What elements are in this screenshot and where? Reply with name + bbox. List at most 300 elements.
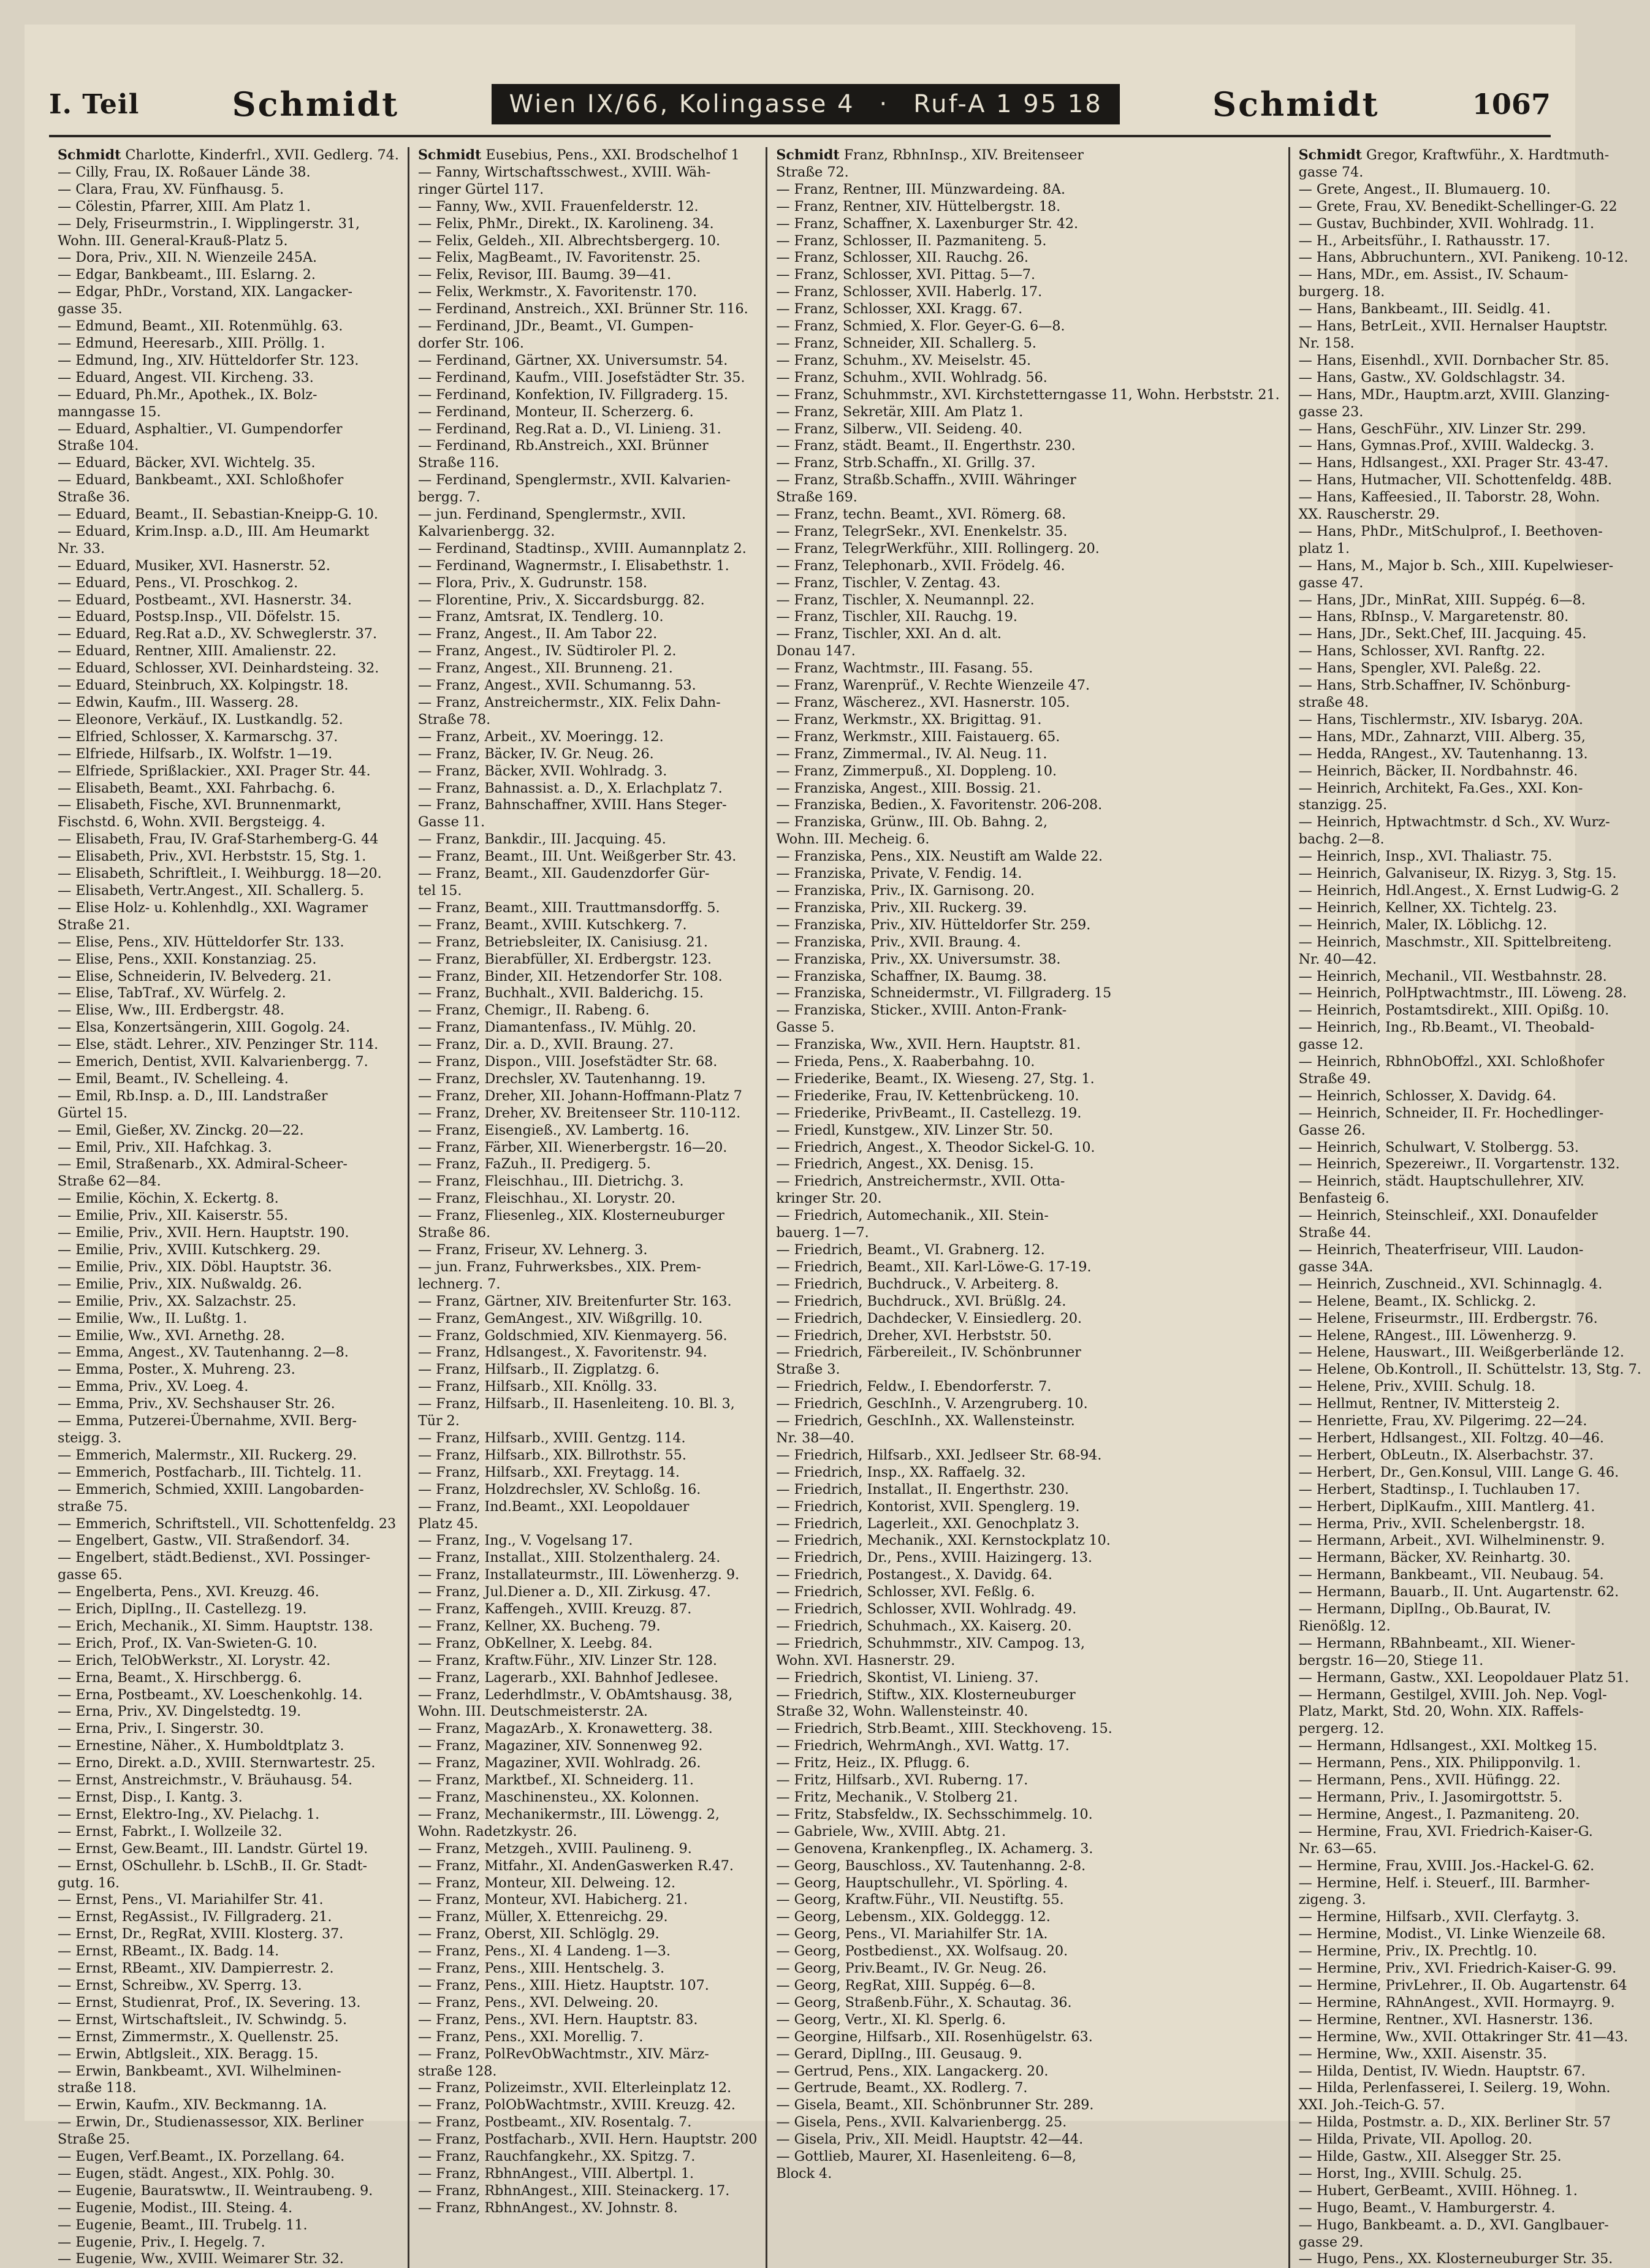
directory-entry: — Heinrich, Insp., XVI. Thaliastr. 75.	[1298, 848, 1553, 865]
directory-entry: Straße 49.	[1298, 1070, 1371, 1087]
directory-page	[25, 25, 1641, 2267]
directory-entry: — Georg, Bauschloss., XV. Tautenhanng. 2-8.	[776, 1857, 1086, 1874]
directory-entry: — Franz, Schlosser, XII. Rauchg. 26.	[776, 249, 1028, 266]
directory-entry: — Franz, TelegrSekr., XVI. Enenkelstr. 35.	[776, 523, 1068, 539]
directory-entry: — Franz, Diamantenfass., IV. Mühlg. 20.	[417, 1019, 696, 1036]
directory-entry: — Hilda, Private, VII. Apollog. 20.	[1298, 2131, 1532, 2148]
directory-entry: — Herbert, DiplKaufm., XIII. Mantlerg. 41.	[1298, 1498, 1595, 1515]
directory-entry: — Franz, Installat., XIII. Stolzenthalerg. 24.	[417, 1550, 721, 1566]
directory-entry: — Franz, Angest., IV. Südtiroler Pl. 2.	[417, 643, 677, 660]
directory-entry: — Hermann, RBahnbeamt., XII. Wiener-	[1298, 1635, 1576, 1651]
directory-entry: — Heinrich, PolHptwachtmstr., III. Löweng. 28.	[1298, 985, 1627, 1002]
directory-entry: — Eduard, Angest. VII. Kircheng. 33.	[58, 369, 314, 386]
directory-entry: — Franz, Magaziner, XVII. Wohlradg. 26.	[417, 1755, 701, 1771]
directory-entry: — Franz, Tischler, XXI. An d. alt.	[776, 626, 1002, 642]
directory-entry: gasse 34A.	[1298, 1258, 1374, 1275]
directory-entry: — Franz, Anstreichermstr., XIX. Felix Dahn-	[417, 694, 721, 710]
directory-entry: — Hans, Strb.Schaffner, IV. Schönburg-	[1298, 677, 1571, 694]
directory-entry: — Dora, Priv., XII. N. Wienzeile 245A.	[58, 249, 317, 266]
directory-entry: Nr. 38—40.	[776, 1429, 854, 1446]
directory-entry: — Friedrich, Schuhmach., XX. Kaiserg. 20.	[776, 1618, 1072, 1634]
directory-entry: — Hermine, Priv., IX. Prechtlg. 10.	[1298, 1943, 1537, 1960]
directory-entry: — Franz, Schlosser, II. Pazmaniteng. 5.	[776, 232, 1047, 249]
directory-entry: — Hermine, PrivLehrer., II. Ob. Augartenstr. 64	[1298, 1977, 1627, 1993]
directory-entry: — Franz, Schlosser, XVII. Haberlg. 17.	[776, 284, 1043, 300]
directory-entry: — Hermann, Gastw., XXI. Leopoldauer Platz 51.	[1298, 1669, 1629, 1686]
directory-entry: — Helene, Ob.Kontroll., II. Schüttelstr. 13, Stg. 7.	[1298, 1361, 1641, 1378]
directory-entry: — Ernst, Studienrat, Prof., IX. Severing. 13.	[58, 1994, 361, 2011]
directory-entry: straße 48.	[1298, 694, 1369, 710]
directory-entry: — Emmerich, Postfacharb., III. Tichtelg. 11.	[58, 1464, 362, 1480]
directory-entry: — Hubert, GerBeamt., XVIII. Höhneg. 1.	[1298, 2182, 1578, 2199]
directory-entry: — Emma, Priv., XV. Loeg. 4.	[58, 1379, 249, 1395]
directory-entry: — Franz, Arbeit., XV. Moeringg. 12.	[417, 728, 664, 745]
directory-entry: — Franz, Hilfsarb., XII. Knöllg. 33.	[417, 1379, 658, 1395]
directory-entry: — Friedrich, Anstreichermstr., XVII. Otta-	[776, 1173, 1065, 1190]
directory-entry: — Elisabeth, Fische, XVI. Brunnenmarkt,	[58, 797, 341, 813]
directory-entry: — Friedrich, GeschInh., XX. Wallensteinstr.	[776, 1413, 1075, 1429]
directory-entry: — Ferdinand, JDr., Beamt., VI. Gumpen-	[417, 318, 694, 335]
directory-entry: — Hans, Tischlermstr., XIV. Isbaryg. 20A.	[1298, 711, 1583, 728]
directory-entry: — Heinrich, Mechanil., VII. Westbahnstr. 28.	[1298, 968, 1607, 984]
directory-entry: — Emilie, Priv., XX. Salzachstr. 25.	[58, 1293, 297, 1309]
directory-entry: — Ernst, Elektro-Ing., XV. Pielachg. 1.	[58, 1806, 320, 1822]
directory-entry: — Hilda, Perlenfasserei, I. Seilerg. 19, Wohn.	[1298, 2080, 1611, 2096]
directory-entry: — Erwin, Bankbeamt., XVI. Wilhelminen-	[58, 2063, 341, 2079]
directory-entry: — Gabriele, Ww., XVIII. Abtg. 21.	[776, 1823, 1006, 1840]
directory-entry: — Franz, Metzgeh., XVIII. Paulineng. 9.	[417, 1840, 692, 1857]
publisher-phone: Ruf-A 1 95 18	[913, 90, 1103, 118]
directory-entry: — Friedrich, Buchdruck., XVI. Brüßlg. 24.	[776, 1293, 1066, 1309]
directory-entry: — Franz, Hilfsarb., XXI. Freytagg. 14.	[417, 1464, 680, 1480]
directory-entry: — Hugo, Beamt., V. Hamburgerstr. 4.	[1298, 2199, 1556, 2216]
directory-entry: — Ferdinand, Monteur, II. Scherzerg. 6.	[417, 403, 694, 420]
directory-entry: — Ernst, Anstreichmstr., V. Bräuhausg. 54.	[58, 1772, 353, 1789]
directory-entry: — Eduard, Asphaltier., VI. Gumpendorfer	[58, 420, 343, 437]
directory-entry: — Franz, Dreher, XV. Breitenseer Str. 110-112.	[417, 1105, 741, 1121]
directory-entry: — Hermine, Angest., I. Pazmaniteng. 20.	[1298, 1806, 1580, 1822]
directory-entry: — Elfriede, Hilfsarb., IX. Wolfstr. 1—19.	[58, 745, 333, 762]
directory-entry: — Hermine, Modist., VI. Linke Wienzeile 68.	[1298, 1926, 1606, 1943]
directory-entry: — Franz, Dispon., VIII. Josefstädter Str. 68.	[417, 1054, 718, 1070]
directory-entry: — Franz, Beamt., XII. Gaudenzdorfer Gür-	[417, 866, 710, 882]
directory-entry: — Elisabeth, Frau, IV. Graf-Starhemberg-G. 44	[58, 831, 379, 848]
directory-entry: Straße 116.	[417, 455, 500, 471]
directory-entry: — Ernst, RBeamt., IX. Badg. 14.	[58, 1943, 279, 1960]
directory-entry: — Franz, Schaffner, X. Laxenburger Str. 42.	[776, 215, 1079, 232]
directory-entry: — Emilie, Priv., XVIII. Kutschkerg. 29.	[58, 1242, 321, 1258]
directory-entry: Straße 21.	[58, 916, 131, 933]
directory-entry: — Georg, Vertr., XI. Kl. Sperlg. 6.	[776, 2011, 1006, 2028]
directory-entry: — Friedrich, Färbereileit., IV. Schönbrunner	[776, 1344, 1081, 1361]
directory-entry: — Franz, Wachtmstr., III. Fasang. 55.	[776, 660, 1033, 677]
directory-entry: — Franz, Postfacharb., XVII. Hern. Hauptstr. 200	[417, 2131, 758, 2148]
directory-entry: — Hugo, Pens., XX. Klosterneuburger Str. 35.	[1298, 2251, 1613, 2267]
directory-entry: — Heinrich, Schulwart, V. Stolbergg. 53.	[1298, 1139, 1579, 1155]
directory-entry: Schmidt Franz, RbhnInsp., XIV. Breitenseer	[776, 147, 1084, 163]
directory-entry: Straße 3.	[776, 1361, 840, 1378]
directory-entry: — Franz, Schuhm., XVII. Wohlradg. 56.	[776, 369, 1047, 386]
directory-entry: — Herbert, Stadtinsp., I. Tuchlauben 17.	[1298, 1481, 1580, 1497]
directory-entry: gutg. 16.	[58, 1874, 120, 1891]
directory-entry: — Eleonore, Verkäuf., IX. Lustkandlg. 52.	[58, 711, 343, 728]
directory-entry: — Ferdinand, Stadtinsp., XVIII. Aumannplatz 2.	[417, 540, 747, 557]
directory-entry: Schmidt Eusebius, Pens., XXI. Brodschelhof 1	[417, 147, 740, 163]
directory-entry: — Franz, Tischler, V. Zentag. 43.	[776, 574, 1001, 591]
directory-entry: — Franz, Installateurmstr., III. Löwenherzg. 9.	[417, 1567, 740, 1583]
directory-entry: — Felix, MagBeamt., IV. Favoritenstr. 25.	[417, 249, 701, 266]
directory-entry: — Franz, Angest., XII. Brunneng. 21.	[417, 660, 673, 677]
directory-entry: — Georg, Priv.Beamt., IV. Gr. Neug. 26.	[776, 1960, 1047, 1977]
directory-entry: — Erich, DiplIng., II. Castellezg. 19.	[58, 1601, 307, 1618]
directory-entry: — Franz, Silberw., VII. Seideng. 40.	[776, 420, 1023, 437]
directory-entry: — Franz, Bäcker, IV. Gr. Neug. 26.	[417, 745, 654, 762]
directory-entry: — Franziska, Angest., XIII. Bossig. 21.	[776, 780, 1041, 796]
directory-entry: — Franz, Ind.Beamt., XXI. Leopoldauer	[417, 1498, 690, 1515]
directory-entry: — Erwin, Dr., Studienassessor, XIX. Berliner	[58, 2114, 364, 2131]
directory-entry: — Hermine, Rentner., XVI. Hasnerstr. 136.	[1298, 2011, 1594, 2028]
directory-entry: — Hermann, Priv., I. Jasomirgottstr. 5.	[1298, 1789, 1563, 1805]
directory-entry: — Emmerich, Malermstr., XII. Ruckerg. 29.	[58, 1447, 357, 1463]
directory-entry: — Horst, Ing., XVIII. Schulg. 25.	[1298, 2165, 1523, 2182]
directory-entry: — Franz, städt. Beamt., II. Engerthstr. 230.	[776, 438, 1076, 454]
directory-entry: — Eugen, Verf.Beamt., IX. Porzellang. 64.	[58, 2148, 345, 2165]
directory-entry: — Dely, Friseurmstrin., I. Wipplingerstr. 31,	[58, 215, 360, 232]
directory-entry: — Genovena, Krankenpfleg., IX. Achamerg. 3.	[776, 1840, 1093, 1857]
directory-entry: — Franz, Pens., XVI. Delweing. 20.	[417, 1994, 659, 2011]
directory-entry: — Franz, RbhnAngest., XV. Johnstr. 8.	[417, 2199, 678, 2216]
column-3	[767, 147, 1290, 2268]
directory-entry: — Franziska, Ww., XVII. Hern. Hauptstr. 81.	[776, 1037, 1081, 1053]
directory-entry: — Emil, Rb.Insp. a. D., III. Landstraßer	[58, 1087, 328, 1104]
directory-entry: — Franz, Müller, X. Ettenreichg. 29.	[417, 1909, 668, 1925]
directory-entry: — Hermann, Bankbeamt., VII. Neubaug. 54.	[1298, 1567, 1604, 1583]
directory-entry: — Fritz, Stabsfeldw., IX. Sechsschimmelg. 10.	[776, 1806, 1093, 1822]
directory-entry: — Herbert, ObLeutn., IX. Alserbachstr. 37.	[1298, 1447, 1594, 1463]
directory-entry: — Emma, Angest., XV. Tautenhanng. 2—8.	[58, 1344, 349, 1361]
directory-entry: — Eduard, Reg.Rat a.D., XV. Schweglerstr. 37.	[58, 626, 377, 642]
directory-entry: bauerg. 1—7.	[776, 1225, 869, 1241]
directory-entry: — Felix, Geldeh., XII. Albrechtsbergerg. 10.	[417, 232, 721, 249]
directory-entry: — Ferdinand, Kaufm., VIII. Josefstädter Str. 35.	[417, 369, 745, 386]
directory-entry: Gasse 11.	[417, 814, 485, 831]
directory-entry: — Franz, Monteur, XVI. Habicherg. 21.	[417, 1892, 688, 1908]
directory-entry: — Emmerich, Schmied, XXIII. Langobarden-	[58, 1481, 364, 1497]
directory-entry: — Eduard, Musiker, XVI. Hasnerstr. 52.	[58, 557, 330, 574]
directory-entry: — Heinrich, städt. Hauptschullehrer, XIV.	[1298, 1173, 1584, 1190]
directory-entry: — Erna, Beamt., X. Hirschbergg. 6.	[58, 1669, 302, 1686]
directory-entry: — Franz, TelegrWerkführ., XIII. Rollingerg. 20.	[776, 540, 1100, 557]
directory-entry: — Erich, TelObWerkstr., XI. Lorystr. 42.	[58, 1652, 331, 1669]
directory-entry: — Franz, MagazArb., X. Kronawetterg. 38.	[417, 1721, 713, 1737]
directory-entry: — Franz, Dreher, XII. Johann-Hoffmann-Platz 7	[417, 1087, 742, 1104]
directory-entry: — Eduard, Schlosser, XVI. Deinhardsteing. 32.	[58, 660, 379, 677]
publisher-banner	[492, 84, 1119, 124]
directory-entry: — Heinrich, RbhnObOffzl., XXI. Schloßhofer	[1298, 1054, 1605, 1070]
directory-entry: Straße 62—84.	[58, 1173, 161, 1190]
directory-entry: — Franz, Bahnassist. a. D., X. Erlachplatz 7.	[417, 780, 723, 796]
directory-entry: — Hermine, RAhnAngest., XVII. Hormayrg. 9.	[1298, 1994, 1615, 2011]
directory-entry: — Franz, Pens., XI. 4 Landeng. 1—3.	[417, 1943, 671, 1960]
directory-entry: — Franziska, Priv., XII. Ruckerg. 39.	[776, 899, 1027, 916]
directory-entry: — Emmerich, Schriftstell., VII. Schottenfeldg. 23	[58, 1515, 397, 1532]
page-header	[49, 74, 1551, 137]
directory-entry: — Franz, Beamt., XIII. Trauttmansdorffg. 5.	[417, 899, 720, 916]
directory-entry: gasse 23.	[1298, 403, 1364, 420]
directory-entry: — Eduard, Beamt., II. Sebastian-Kneipp-G. 10.	[58, 506, 378, 523]
directory-entry: — Franz, techn. Beamt., XVI. Römerg. 68.	[776, 506, 1066, 523]
directory-entry: — Franz, Betriebsleiter, IX. Canisiusg. 21.	[417, 934, 708, 950]
directory-entry: — Franz, Fleischhau., XI. Lorystr. 20.	[417, 1190, 676, 1207]
directory-entry: — Franz, Pens., XXI. Morellig. 7.	[417, 2028, 644, 2045]
directory-entry: — Franz, Bankdir., III. Jacquing. 45.	[417, 831, 666, 848]
directory-entry: — Elise, Pens., XIV. Hütteldorfer Str. 133.	[58, 934, 344, 950]
directory-entry: — Gertrude, Beamt., XX. Rodlerg. 7.	[776, 2080, 1028, 2096]
directory-entry: — Eugenie, Ww., XVIII. Weimarer Str. 32.	[58, 2251, 344, 2267]
directory-entry: Wohn. XVI. Hasnerstr. 29.	[776, 1652, 956, 1669]
directory-entry: gasse 12.	[1298, 1037, 1364, 1053]
directory-entry: — Emilie, Priv., XII. Kaiserstr. 55.	[58, 1208, 289, 1224]
directory-entry: — Hermann, Hdlsangest., XXI. Moltkeg 15.	[1298, 1738, 1597, 1754]
directory-entry: — Heinrich, Postamtsdirekt., XIII. Opißg. 10.	[1298, 1002, 1610, 1019]
directory-entry: — Georg, Pens., VI. Mariahilfer Str. 1A.	[776, 1926, 1048, 1943]
directory-entry: — Elise, Pens., XXII. Konstanziag. 25.	[58, 951, 317, 967]
directory-entry: Wohn. III. Deutschmeisterstr. 2A.	[417, 1703, 648, 1720]
directory-entry: — Friedrich, Insp., XX. Raffaelg. 32.	[776, 1464, 1026, 1480]
directory-entry: — Hermine, Frau, XVIII. Jos.-Hackel-G. 62.	[1298, 1857, 1595, 1874]
directory-entry: — Georg, Hauptschullehr., VI. Spörling. 4.	[776, 1874, 1068, 1891]
directory-entry: — Franz, Schlosser, XVI. Pittag. 5—7.	[776, 267, 1036, 283]
directory-entry: — Franz, Eisengieß., XV. Lambertg. 16.	[417, 1122, 690, 1138]
directory-entry: — Fanny, Wirtschaftsschwest., XVIII. Wäh-	[417, 164, 711, 180]
directory-entry: — Hans, BetrLeit., XVII. Hernalser Hauptstr.	[1298, 318, 1608, 335]
directory-entry: — Franziska, Sticker., XVIII. Anton-Frank-	[776, 1002, 1067, 1019]
directory-entry: — Friedrich, Skontist, VI. Linieng. 37.	[776, 1669, 1039, 1686]
directory-entry: — Hermine, Priv., XVI. Friedrich-Kaiser-G. 99.	[1298, 1960, 1617, 1977]
directory-entry: — Franziska, Priv., XX. Universumstr. 38.	[776, 951, 1061, 967]
directory-entry: — Hermann, Pens., XVII. Hüfingg. 22.	[1298, 1772, 1561, 1789]
directory-entry: — Franz, Kraftw.Führ., XIV. Linzer Str. 128.	[417, 1652, 717, 1669]
directory-entry: — Franz, RbhnAngest., VIII. Albertpl. 1.	[417, 2165, 694, 2182]
directory-entry: — Ernst, Schreibw., XV. Sperrg. 13.	[58, 1977, 302, 1993]
directory-entry: — Franz, Angest., II. Am Tabor 22.	[417, 626, 658, 642]
directory-entry: — Franz, ObKellner, X. Leebg. 84.	[417, 1635, 653, 1651]
directory-entry: — Fritz, Mechanik., V. Stolberg 21.	[776, 1789, 1018, 1805]
directory-entry: — Emma, Priv., XV. Sechshauser Str. 26.	[58, 1396, 335, 1412]
directory-entry: — Fritz, Hilfsarb., XVI. Ruberng. 17.	[776, 1772, 1028, 1789]
directory-entry: — Hermann, DiplIng., Ob.Baurat, IV.	[1298, 1601, 1551, 1618]
directory-entry: — Franz, Goldschmied, XIV. Kienmayerg. 56.	[417, 1327, 728, 1344]
directory-entry: Nr. 40—42.	[1298, 951, 1377, 967]
directory-entry: — Hans, Kaffeesied., II. Taborstr. 28, Wohn.	[1298, 489, 1600, 506]
directory-entry: — Elisabeth, Vertr.Angest., XII. Schallerg. 5.	[58, 882, 364, 899]
directory-entry: — Herbert, Dr., Gen.Konsul, VIII. Lange G. 46.	[1298, 1464, 1619, 1480]
directory-entry: — Grete, Angest., II. Blumauerg. 10.	[1298, 181, 1551, 197]
directory-entry: — Heinrich, Maschmstr., XII. Spittelbreiteng.	[1298, 934, 1612, 950]
directory-entry: — Eduard, Pens., VI. Proschkog. 2.	[58, 574, 298, 591]
directory-entry: Gürtel 15.	[58, 1105, 128, 1121]
directory-entry: — Eduard, Postsp.Insp., VII. Döfelstr. 15.	[58, 609, 341, 625]
directory-entry: Straße 32, Wohn. Wallensteinstr. 40.	[776, 1703, 1028, 1720]
directory-entry: — Friedrich, Angest., XX. Denisg. 15.	[776, 1156, 1034, 1173]
directory-entry: — Friedrich, Dachdecker, V. Einsiedlerg. 20.	[776, 1310, 1082, 1326]
directory-entry: — Franziska, Schneidermstr., VI. Fillgraderg. 15	[776, 985, 1112, 1002]
directory-entry: zigeng. 3.	[1298, 1892, 1366, 1908]
directory-entry: bergg. 7.	[417, 489, 481, 506]
directory-entry: gasse 65.	[58, 1567, 123, 1583]
directory-entry: — Helene, Priv., XVIII. Schulg. 18.	[1298, 1379, 1535, 1395]
directory-entry: — Ernst, Zimmermstr., X. Quellenstr. 25.	[58, 2028, 339, 2045]
directory-entry: — Franz, Jul.Diener a. D., XII. Zirkusg. 47.	[417, 1584, 711, 1600]
directory-entry: straße 75.	[58, 1498, 128, 1515]
directory-entry: — Franz, Pens., XVI. Hern. Hauptstr. 83.	[417, 2011, 698, 2028]
directory-entry: — Gustav, Buchbinder, XVII. Wohlradg. 11.	[1298, 215, 1595, 232]
directory-entry: — Franz, FaZuh., II. Predigerg. 5.	[417, 1156, 651, 1173]
directory-entry: — Franz, Monteur, XII. Delweing. 12.	[417, 1874, 676, 1891]
directory-entry: — Edgar, Bankbeamt., III. Eslarng. 2.	[58, 267, 316, 283]
directory-entry: — Hermine, Hilfsarb., XVII. Clerfaytg. 3.	[1298, 1909, 1580, 1925]
directory-entry: Schmidt Charlotte, Kinderfrl., XVII. Gedlerg. 74.	[58, 147, 399, 163]
directory-entry: — Eduard, Krim.Insp. a.D., III. Am Heumarkt	[58, 523, 370, 539]
banner-separator: ·	[879, 90, 889, 118]
directory-entry: — Georg, Postbedienst., XX. Wolfsaug. 20.	[776, 1943, 1068, 1960]
directory-entry: — Ernst, Pens., VI. Mariahilfer Str. 41.	[58, 1892, 324, 1908]
directory-entry: platz 1.	[1298, 540, 1350, 557]
directory-entry: — Hermann, Bäcker, XV. Reinhartg. 30.	[1298, 1550, 1571, 1566]
directory-entry: — Hellmut, Rentner, IV. Mittersteig 2.	[1298, 1396, 1560, 1412]
directory-entry: — Franziska, Priv., XVII. Braung. 4.	[776, 934, 1021, 950]
directory-entry: — Franziska, Bedien., X. Favoritenstr. 206-208.	[776, 797, 1103, 813]
directory-entry: stanzigg. 25.	[1298, 797, 1388, 813]
directory-entry: — Heinrich, Maler, IX. Löblichg. 12.	[1298, 916, 1548, 933]
directory-entry: — Emilie, Köchin, X. Eckertg. 8.	[58, 1190, 279, 1207]
directory-entry: — Franz, Zimmermal., IV. Al. Neug. 11.	[776, 745, 1047, 762]
directory-entry: — Franz, Bahnschaffner, XVIII. Hans Steger-	[417, 797, 727, 813]
directory-entry: Rienößlg. 12.	[1298, 1618, 1391, 1634]
directory-entry: dorfer Str. 106.	[417, 335, 524, 351]
directory-entry: — Heinrich, Steinschleif., XXI. Donaufelder	[1298, 1208, 1598, 1224]
directory-entry: — Eugenie, Beamt., III. Trubelg. 11.	[58, 2217, 308, 2233]
directory-entry: Nr. 33.	[58, 540, 105, 557]
directory-entry: — Ernst, Dr., RegRat, XVIII. Klosterg. 37.	[58, 1926, 344, 1943]
directory-entry: — Heinrich, Schneider, II. Fr. Hochedlinger-	[1298, 1105, 1604, 1121]
directory-entry: — Gisela, Priv., XII. Meidl. Hauptstr. 42—44.	[776, 2131, 1084, 2148]
directory-entry: gasse 29.	[1298, 2234, 1364, 2250]
directory-entry: — Helene, RAngest., III. Löwenherzg. 9.	[1298, 1327, 1577, 1344]
directory-entry: — Franz, Mitfahr., XI. AndenGaswerken R.47.	[417, 1857, 734, 1874]
directory-entry: — Franz, Strb.Schaffn., XI. Grillg. 37.	[776, 455, 1036, 471]
directory-entry: — Franz, Magaziner, XIV. Sonnenweg 92.	[417, 1738, 703, 1754]
directory-entry: — Helene, Beamt., IX. Schlickg. 2.	[1298, 1293, 1537, 1309]
directory-entry: — Emilie, Priv., XIX. Döbl. Hauptstr. 36.	[58, 1258, 332, 1275]
directory-entry: — Friedrich, Buchdruck., V. Arbeiterg. 8.	[776, 1276, 1059, 1292]
directory-entry: — Elfried, Schlosser, X. Karmarschg. 37.	[58, 728, 338, 745]
directory-entry: — Ferdinand, Reg.Rat a. D., VI. Linieng. 31.	[417, 420, 721, 437]
directory-entry: — Franz, Binder, XII. Hetzendorfer Str. 108.	[417, 968, 723, 984]
directory-entry: — Franz, Fleischhau., III. Dietrichg. 3.	[417, 1173, 684, 1190]
directory-entry: — Edmund, Heeresarb., XIII. Pröllg. 1.	[58, 335, 325, 351]
directory-entry: — Friedrich, Schlosser, XVI. Feßlg. 6.	[776, 1584, 1035, 1600]
directory-entry: — Emilie, Priv., XVII. Hern. Hauptstr. 190.	[58, 1225, 349, 1241]
directory-entry: — Heinrich, Bäcker, II. Nordbahnstr. 46.	[1298, 763, 1578, 779]
directory-entry: — Elise, TabTraf., XV. Würfelg. 2.	[58, 985, 286, 1002]
directory-entry: — Ernst, Wirtschaftsleit., IV. Schwindg. 5.	[58, 2011, 348, 2028]
directory-entry: — Edmund, Beamt., XII. Rotenmühlg. 63.	[58, 318, 343, 335]
directory-entry: — Franz, Hilfsarb., II. Hasenleiteng. 10. Bl. 3,	[417, 1396, 735, 1412]
directory-entry: — Emil, Beamt., IV. Schelleing. 4.	[58, 1070, 289, 1087]
directory-entry: — Eugenie, Bauratswtw., II. Weintraubeng. 9.	[58, 2182, 373, 2199]
directory-entry: — Franz, RbhnAngest., XIII. Steinackerg. 17.	[417, 2182, 730, 2199]
directory-entry: — Heinrich, Schlosser, X. Davidg. 64.	[1298, 1087, 1557, 1104]
directory-entry: gasse 74.	[1298, 164, 1364, 180]
directory-entry: — Franz, Wäscherez., XVI. Hasnerstr. 105.	[776, 694, 1070, 710]
directory-entry: — Felix, Revisor, III. Baumg. 39—41.	[417, 267, 672, 283]
directory-entry: — Franz, Rauchfangkehr., XX. Spitzg. 7.	[417, 2148, 696, 2165]
directory-entry: — Hermine, Frau, XVI. Friedrich-Kaiser-G.	[1298, 1823, 1593, 1840]
directory-entry: — Felix, PhMr., Direkt., IX. Karolineng. 34.	[417, 215, 714, 232]
directory-entry: — Franz, PolObWachtmstr., XVIII. Kreuzg. 42.	[417, 2097, 736, 2114]
directory-entry: — Hermann, Gestilgel, XVIII. Joh. Nep. Vogl-	[1298, 1686, 1607, 1703]
directory-entry: — Gerard, DiplIng., III. Geusaug. 9.	[776, 2045, 1022, 2062]
directory-entry: — Franz, Rentner, III. Münzwardeing. 8A.	[776, 181, 1066, 197]
directory-entry: — Erna, Postbeamt., XV. Loeschenkohlg. 14.	[58, 1686, 363, 1703]
directory-entry: — Franz, Bierabfüller, XI. Erdbergstr. 123.	[417, 951, 712, 967]
directory-entry: — Eduard, Bankbeamt., XXI. Schloßhofer	[58, 472, 344, 489]
directory-entry: — Eduard, Rentner, XIII. Amalienstr. 22.	[58, 643, 336, 660]
directory-entry: — Herma, Priv., XVII. Schelenbergstr. 18.	[1298, 1515, 1586, 1532]
directory-entry: — Franz, Sekretär, XIII. Am Platz 1.	[776, 403, 1024, 420]
directory-entry: — Franz, Schlosser, XXI. Kragg. 67.	[776, 301, 1023, 318]
directory-entry: — Franz, Angest., XVII. Schumanng. 53.	[417, 677, 696, 694]
directory-entry: — Franziska, Priv., IX. Garnisong. 20.	[776, 882, 1035, 899]
directory-entry: — Franz, Fliesenleg., XIX. Klosterneuburger	[417, 1208, 724, 1224]
directory-entry: — Franz, Färber, XII. Wienerbergstr. 16—20.	[417, 1139, 728, 1155]
directory-entry: — Hilde, Gastw., XII. Alsegger Str. 25.	[1298, 2148, 1562, 2165]
directory-entry: — Franziska, Schaffner, IX. Baumg. 38.	[776, 968, 1047, 984]
directory-entry: tel 15.	[417, 882, 462, 899]
directory-entry: Gasse 5.	[776, 1019, 835, 1036]
directory-entry: — Eduard, Postbeamt., XVI. Hasnerstr. 34.	[58, 592, 352, 608]
directory-entry: — Hans, Gymnas.Prof., XVIII. Waldeckg. 3.	[1298, 438, 1595, 454]
directory-entry: XXI. Joh.-Teich-G. 57.	[1298, 2097, 1445, 2114]
directory-entry: — Emma, Putzerei-Übernahme, XVII. Berg-	[58, 1413, 357, 1429]
directory-entry: — Franz, Telephonarb., XVII. Frödelg. 46.	[776, 557, 1065, 574]
directory-entry: — Ernst, Gew.Beamt., III. Landstr. Gürtel 19.	[58, 1840, 368, 1857]
directory-entry: — Helene, Friseurmstr., III. Erdbergstr. 76.	[1298, 1310, 1598, 1326]
directory-entry: — H., Arbeitsführ., I. Rathausstr. 17.	[1298, 232, 1551, 249]
directory-entry: — Ferdinand, Wagnermstr., I. Elisabethstr. 1.	[417, 557, 729, 574]
directory-entry: — Heinrich, Architekt, Fa.Ges., XXI. Kon-	[1298, 780, 1583, 796]
directory-entry: — Friedrich, Kontorist, XVII. Spenglerg. 19.	[776, 1498, 1080, 1515]
directory-entry: ringer Gürtel 117.	[417, 181, 544, 197]
directory-entry: — Hans, Gastw., XV. Goldschlagstr. 34.	[1298, 369, 1565, 386]
directory-entry: — Ferdinand, Rb.Anstreich., XXI. Brünner	[417, 438, 709, 454]
directory-entry: — Engelbert, städt.Bedienst., XVI. Possinger-	[58, 1550, 371, 1566]
directory-entry: — Franziska, Priv., XIV. Hütteldorfer Str. 259.	[776, 916, 1091, 933]
directory-entry: — Emilie, Ww., II. Lußtg. 1.	[58, 1310, 248, 1326]
directory-entry: — Erich, Mechanik., XI. Simm. Hauptstr. 138.	[58, 1618, 373, 1634]
directory-entry: — Friedrich, Beamt., VI. Grabnerg. 12.	[776, 1242, 1045, 1258]
part-label: I. Teil	[49, 88, 140, 120]
directory-entry: Donau 147.	[776, 643, 856, 660]
directory-entry: — Franz, Warenprüf., V. Rechte Wienzeile 47.	[776, 677, 1090, 694]
directory-entry: — Eugen, städt. Angest., XIX. Pohlg. 30.	[58, 2165, 335, 2182]
directory-entry: — Georg, Lebensm., XIX. Goldeggg. 12.	[776, 1909, 1051, 1925]
directory-entry: — Friedrich, Dr., Pens., XVIII. Haizingerg. 13.	[776, 1550, 1093, 1566]
directory-entry: — Georgine, Hilfsarb., XII. Rosenhügelstr. 63.	[776, 2028, 1093, 2045]
running-head-left: Schmidt	[232, 85, 400, 124]
directory-entry: — Franz, Schuhmmstr., XVI. Kirchstetterngasse 11, Wohn. Herbststr. 21.	[776, 386, 1280, 403]
